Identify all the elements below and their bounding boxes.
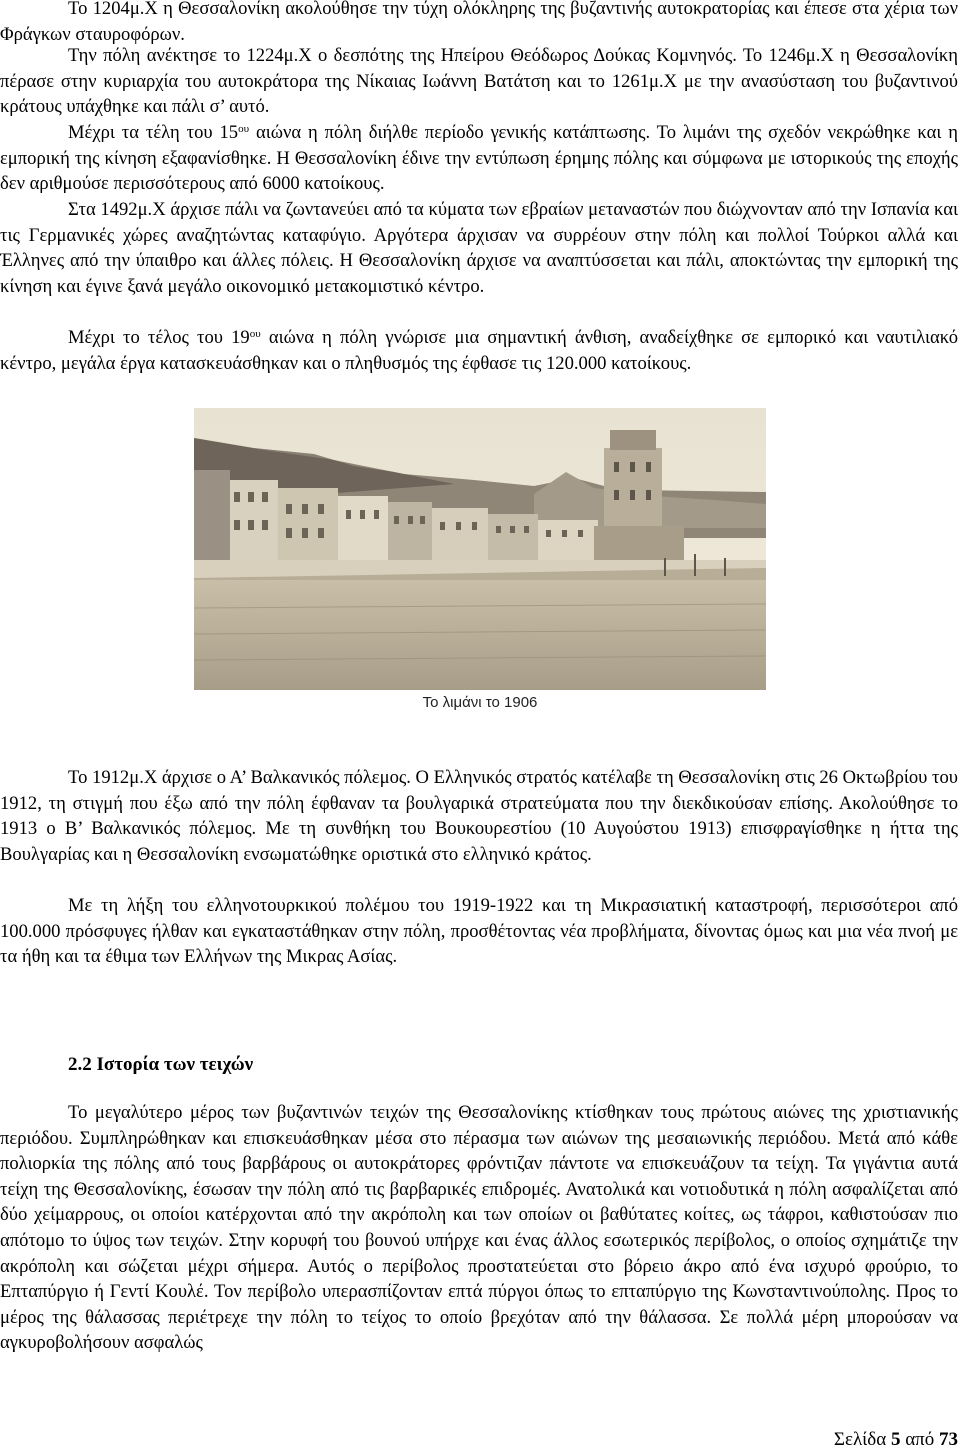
paragraph-walls-history	[0, 1100, 958, 1356]
photo-sea	[194, 580, 766, 690]
paragraph-15th-century	[0, 120, 958, 197]
paragraph-1492-text: Στα 1492μ.Χ άρχισε πάλι να ζωντανεύει από τα κύματα των εβραίων μεταναστών που διώχνονταν από την Ισπανία και τις Γερμανικές χώρες αναζητώντας καταφύγιο. Αργότερα άρχισαν να συρρέουν στην πόλη και πολλοί Τούρκοι αλλά και Έλληνες από την ύπαιθρο και άλλες πόλεις. Η Θεσσαλονίκη άρχισε να αναπτύσσεται και πάλι, αποκτώντας την εμπορική της κίνηση και έγινε ξανά μεγάλο οικονομικό μετακομιστικό κέντρο.	[0, 199, 958, 297]
paragraph-15th-text-a: Μέχρι τα τέλη του 15	[68, 122, 239, 143]
footer-of: από	[900, 1429, 939, 1450]
photo-caption: Το λιμάνι το 1906	[422, 694, 538, 711]
paragraph-1204	[0, 0, 958, 47]
paragraph-1912-text: Το 1912μ.Χ άρχισε ο Α’ Βαλκανικός πόλεμος. Ο Ελληνικός στρατός κατέλαβε τη Θεσσαλονίκη στις 26 Οκτωβρίου του 1912, τη στιγμή που έξω από την πόλη έφθαναν τα βουλγαρικά στρατεύματα που την διεκδικούσαν επίσης. Ακολούθησε το 1913 ο Β’ Βαλκανικός πόλεμος. Με τη συνθήκη του Βουκουρεστίου (10 Αυγούστου 1913) επισφραγίσθηκε η ήττα της Βουλγαρίας και η Θεσσαλονίκη ενσωματώθηκε οριστικά στο ελληνικό κράτος.	[0, 767, 958, 865]
page-footer	[834, 1428, 958, 1452]
section-heading: 2.2 Ιστορία των τειχών	[68, 1054, 254, 1075]
footer-prefix: Σελίδα	[833, 1429, 891, 1450]
paragraph-walls-text: Το μεγαλύτερο μέρος των βυζαντινών τειχών της Θεσσαλονίκης κτίσθηκαν τους πρώτους αιώνες της χριστιανικής περιόδου. Συμπληρώθηκαν και επισκευάσθηκαν μέσα στο πέρασμα των αιώνων της μεσαιωνικής περιόδου. Μετά από κάθε πολιορκία της πόλης από τους βαρβάρους οι αυτοκράτορες φρόντιζαν πάντοτε να επισκευάζουν τα τείχη. Τα γιγάντια αυτά τείχη της Θεσσαλονίκης, έσωσαν την πόλη από τις βαρβαρικές επιδρομές. Ανατολικά και νοτιοδυτικά η πόλη ασφαλίζεται από δύο χείμαρρους, οι οποίοι κατέρχονται από την ακρόπολη και των οποίων οι βαθύτατες κοίτες, ως τάφροι, καθιστούσαν πιο απότομο το ύψος των τειχών. Στην κορυφή του βουνού υπήρχε και ένας άλλος εσωτερικός περίβολος, ο οποίος σχημάτιζε την ακρόπολη και σώζεται μέχρι σήμερα. Αυτός ο περίβολος προστατεύεται στο βόρειο άκρο από ένα ισχυρό φρούριο, το Επταπύργιο ή Γεντί Κουλέ. Τον περίβολο υπερασπίζονταν επτά πύργοι όπως το επταπύργιο της Κωνσταντινούπολης. Προς το μέρος της θάλασσας περιέτρεχε την πόλη το τείχος το οποίο βρεχόταν από την θάλασσα. Σε πολλά μέρη μπορούσαν να αγκυροβολήσουν ασφαλώς	[0, 1102, 958, 1354]
footer-page-number: 5	[890, 1429, 901, 1450]
paragraph-1224-text: Την πόλη ανέκτησε το 1224μ.Χ ο δεσπότης της Ηπείρου Θεόδωρος Δούκας Κομνηνός. Το 1246μ.Χ η Θεσσαλονίκη πέρασε στην κυριαρχία του αυτοκράτορα της Νίκαιας Ιωάννη Βατάτση και το 1261μ.Χ με την ανασύσταση του βυζαντινού κράτους υπάχθηκε και πάλι σ’ αυτό.	[0, 45, 958, 118]
paragraph-1919-1922	[0, 893, 958, 970]
footer-total-pages: 73	[939, 1429, 958, 1450]
paragraph-1919-text: Με τη λήξη του ελληνοτουρκικού πολέμου του 1919-1922 και τη Μικρασιατική καταστροφή, περισσότεροι από 100.000 πρόσφυγες ήλθαν και εγκαταστάθηκαν στην πόλη, προσθέτοντας νέα προβλήματα, δίνοντας όμως και μια νέα πνοή με τα ήθη και τα έθιμα των Ελλήνων της Μικρας Ασίας.	[0, 895, 958, 968]
paragraph-19th-text-b: αιώνα η πόλη γνώρισε μια σημαντική άνθιση, αναδείχθηκε σε εμπορικό και ναυτιλιακό κέντρο, μεγάλα έργα κατασκευάσθηκαν και ο πληθυσμός της έφθασε τις 120.000 κατοίκους.	[0, 327, 958, 374]
paragraph-19th-century	[0, 325, 958, 376]
paragraph-19th-text-a: Μέχρι το τέλος του 19	[68, 327, 250, 348]
paragraph-1492	[0, 197, 958, 299]
paragraph-15th-text-b: αιώνα η πόλη διήλθε περίοδο γενικής κατάπτωσης. Το λιμάνι της σχεδόν νεκρώθηκε και η εμπορική της κίνηση εξαφανίσθηκε. Η Θεσσαλονίκη έδινε την εντύπωση έρημης πόλης και σύμφωνα με ιστορικούς της εποχής δεν αριθμούσε περισσότερους από 6000 κατοίκους.	[0, 122, 958, 195]
ordinal-suffix: ου	[249, 328, 261, 340]
paragraph-1204-text: Το 1204μ.Χ η Θεσσαλονίκη ακολούθησε την τύχη ολόκληρης της βυζαντινής αυτοκρατορίας και έπεσε στα χέρια των Φράγκων σταυροφόρων.	[0, 0, 958, 45]
harbor-1906-photo	[194, 408, 766, 690]
paragraph-1224	[0, 43, 958, 120]
paragraph-1912	[0, 765, 958, 867]
harbor-photo-figure	[194, 408, 766, 716]
ordinal-suffix: ου	[238, 123, 250, 135]
